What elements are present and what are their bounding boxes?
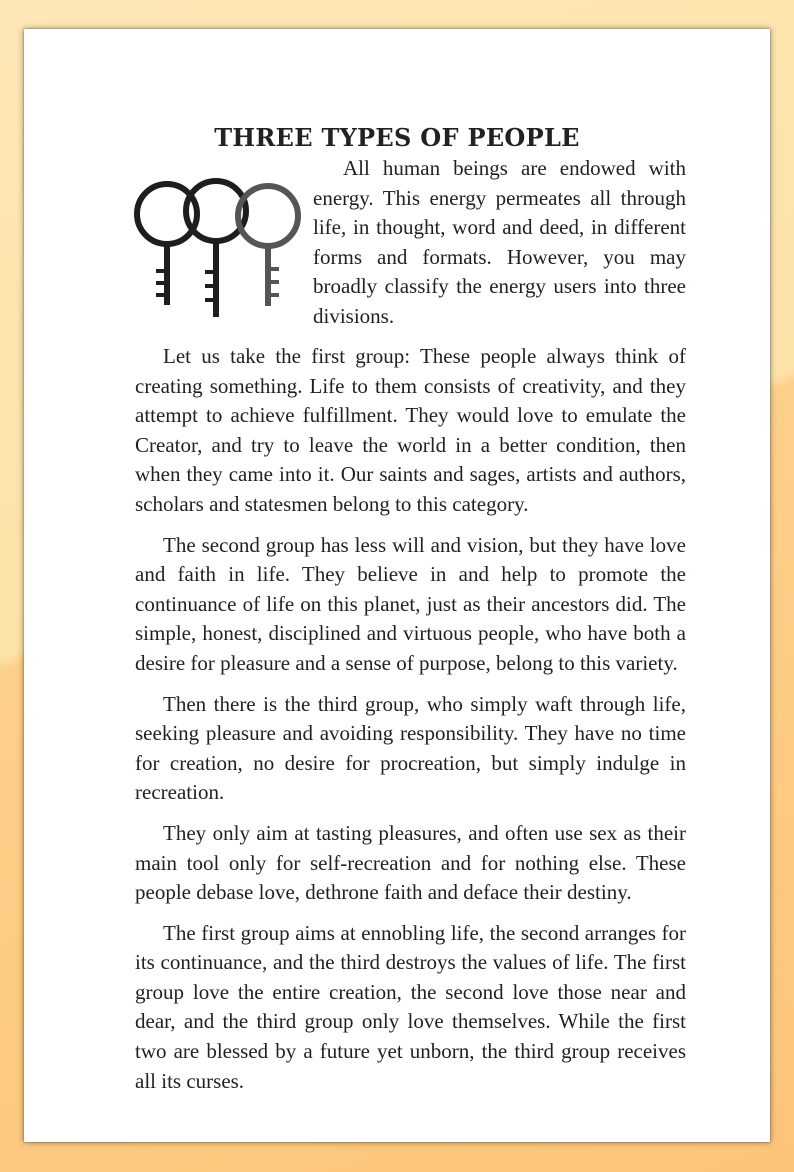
paragraph-first-group: Let us take the first group: These people always think of creating something. Life to them consists of creativity, and they attempt to achieve fulfillment. They would love to emulate the Creator, and try to leave the world in a better condition, then when they came into it. Our saints and sages, artists and authors, scholars and statesmen belong to this category. xyxy=(135,344,686,516)
paragraph-pleasures: They only aim at tasting pleasures, and often use sex as their main tool only for self-recreation and for nothing else. These people debase love, dethrone faith and deface their destiny. xyxy=(135,820,686,905)
book-page xyxy=(24,29,770,1142)
page-title: THREE TYPES OF PEOPLE xyxy=(214,123,580,152)
paragraph-second-group: The second group has less will and vision, but they have love and faith in life. They believe in and help to promote the continuance of life on this planet, just as their ancestors did. The simple, honest, disciplined and virtuous people, who have both a desire for pleasure and a sense of purpose, belong to this variety. xyxy=(135,532,686,675)
paragraph-third-group: Then there is the third group, who simply waft through life, seeking pleasure and avoiding responsibility. They have no time for creation, no desire for procreation, but simply indulge in recreation. xyxy=(135,691,686,805)
paragraph-conclusion: The first group aims at ennobling life, the second arranges for its continuance, and the third destroys the values of life. The first group love the entire creation, the second love those near and dear, and the third group only love themselves. While the first two are blessed by a future yet unborn, the third group receives all its curses. xyxy=(135,920,686,1093)
three-keys-icon xyxy=(132,171,302,321)
intro-paragraph: All human beings are endowed with energy. This energy permeates all through life, in thought, word and deed, in different forms and formats. However, you may broadly classify the energy users into three divisions. xyxy=(313,156,686,328)
body-paragraphs xyxy=(135,342,686,1107)
